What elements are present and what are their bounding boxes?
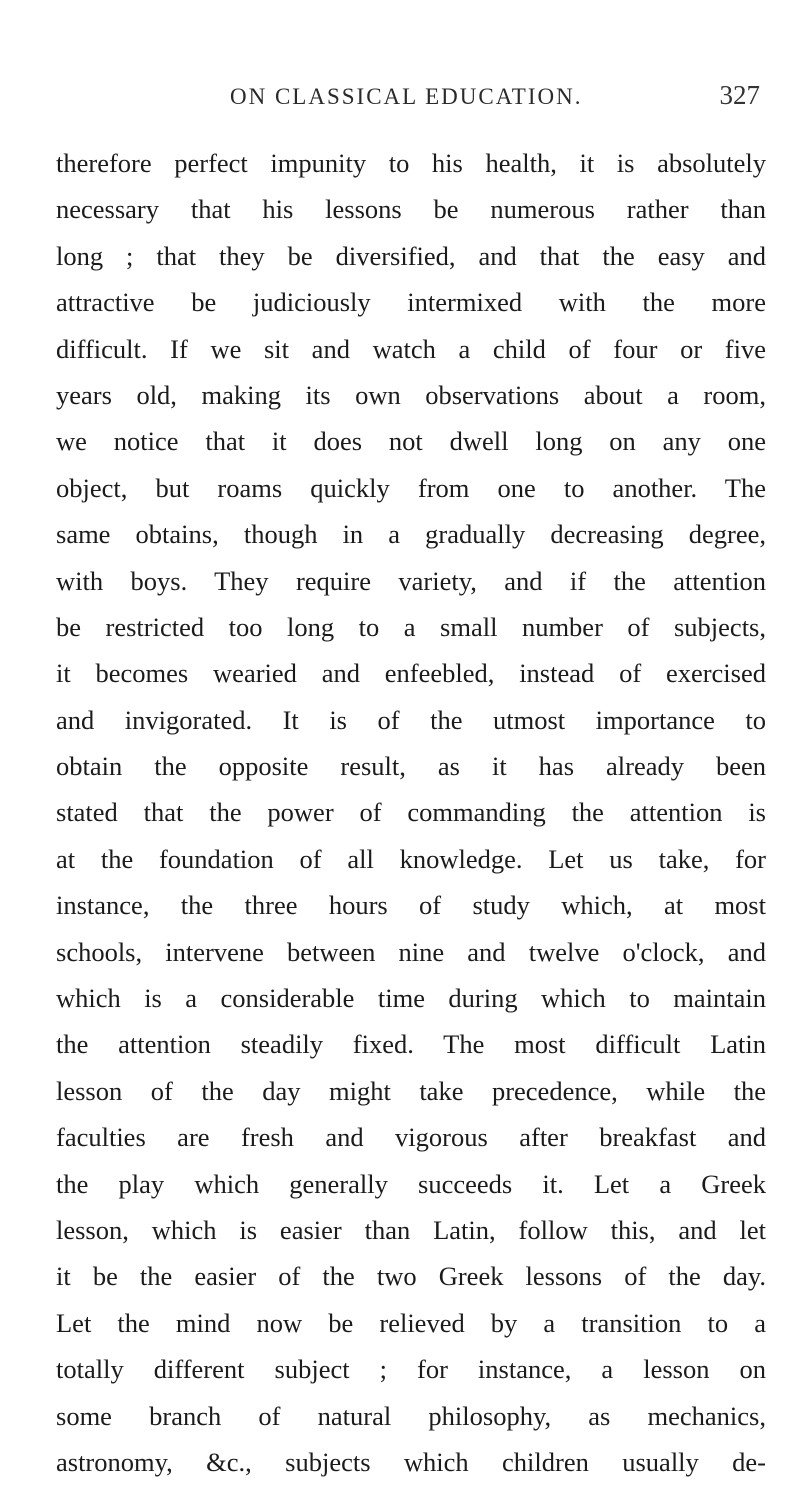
- text-line: same obtains, though in a gradually decreasing degree,: [56, 519, 766, 550]
- text-line: we notice that it does not dwell long on any one: [56, 426, 766, 457]
- text-line: obtain the opposite result, as it has already been: [56, 751, 766, 782]
- text-line: faculties are fresh and vigorous after breakfast and: [56, 1122, 766, 1153]
- page-number: 327: [719, 80, 760, 110]
- text-line: instance, the three hours of study which, at most: [56, 890, 766, 921]
- text-line: necessary that his lessons be numerous rather than: [56, 194, 766, 225]
- text-line: astronomy, &c., subjects which children usually de-: [56, 1446, 766, 1477]
- text-line: the attention steadily fixed. The most difficult Latin: [56, 1029, 766, 1060]
- text-line: difficult. If we sit and watch a child of four or five: [56, 333, 766, 364]
- text-line: some branch of natural philosophy, as mechanics,: [56, 1400, 766, 1431]
- text-line: which is a considerable time during which to maintain: [56, 983, 766, 1014]
- text-line: the play which generally succeeds it. Let a Greek: [56, 1168, 766, 1199]
- text-line: with boys. They require variety, and if the attention: [56, 565, 766, 596]
- text-line: therefore perfect impunity to his health, it is absolutely: [56, 148, 766, 178]
- running-head: [220, 78, 760, 118]
- text-line: totally different subject ; for instance, a lesson on: [56, 1354, 766, 1385]
- text-line: it becomes wearied and enfeebled, instead of exercised: [56, 658, 766, 689]
- text-line: be restricted too long to a small number of subjects,: [56, 611, 766, 642]
- body-text: [56, 140, 766, 1485]
- text-line: object, but roams quickly from one to another. The: [56, 472, 766, 503]
- text-line: schools, intervene between nine and twelve o'clock, and: [56, 936, 766, 967]
- text-line: lesson of the day might take precedence, while the: [56, 1075, 766, 1106]
- text-line: stated that the power of commanding the attention is: [56, 797, 766, 828]
- text-line: attractive be judiciously intermixed with the more: [56, 287, 766, 318]
- text-line: it be the easier of the two Greek lessons of the day.: [56, 1261, 766, 1292]
- text-line: Let the mind now be relieved by a transition to a: [56, 1307, 766, 1338]
- text-line: lesson, which is easier than Latin, follow this, and let: [56, 1214, 766, 1245]
- text-line: and invigorated. It is of the utmost importance to: [56, 704, 766, 735]
- text-line: years old, making its own observations about a room,: [56, 379, 766, 410]
- text-line: at the foundation of all knowledge. Let us take, for: [56, 843, 766, 874]
- text-line: long ; that they be diversified, and that the easy and: [56, 240, 766, 271]
- running-title: ON CLASSICAL EDUCATION.: [230, 84, 583, 109]
